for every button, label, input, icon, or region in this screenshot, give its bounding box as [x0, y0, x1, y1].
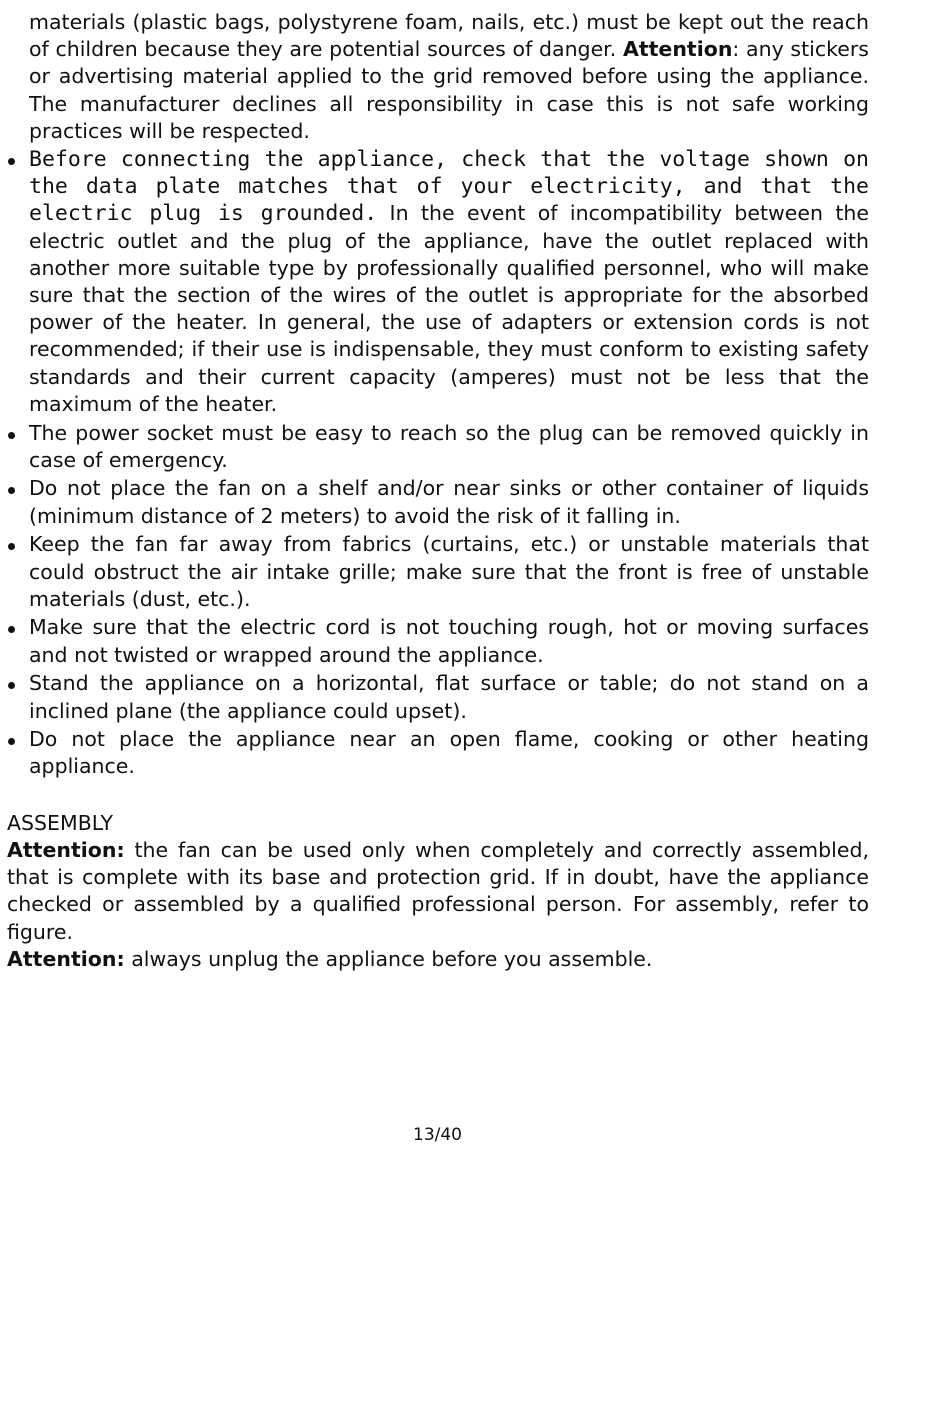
bullet-icon: [8, 487, 15, 494]
assembly-attention-text: the fan can be used only when completely and correctly assembled, that is complete with its base and protection grid. If in doubt, have the appliance checked or assembled by a qualified professional person. For assembly, refer to figure.: [7, 837, 869, 944]
bullet-icon: [8, 543, 15, 550]
attention-label: Attention:: [7, 837, 125, 862]
bullet-text: Keep the fan far away from fabrics (curtains, etc.) or unstable materials that could obstruct the air intake grille; make sure that the front is free of unstable materials (dust, etc.).: [29, 532, 869, 611]
bullet-icon: [8, 158, 15, 165]
bullet-text: Stand the appliance on a horizontal, flat surface or table; do not stand on a inclined plane (the appliance could upset).: [29, 671, 869, 723]
bullet-icon: [8, 432, 15, 439]
intro-text-1: materials (plastic bags, polystyrene foam, nails, etc.) must be kept out the reach of children because they are potential sources of danger.: [29, 10, 869, 62]
page-number: 13/40: [413, 1125, 462, 1145]
assembly-attention-paragraph: [7, 837, 869, 946]
bullet-text: Do not place the fan on a shelf and/or near sinks or other container of liquids (minimum distance of 2 meters) to avoid the risk of it falling in.: [29, 476, 869, 528]
bullet-icon: [8, 738, 15, 745]
bullet-item-power-socket: [7, 420, 869, 474]
bullet-item-open-flame: [7, 726, 869, 780]
bullet-text: In the event of incompatibility between the electric outlet and the plug of the appliance, have the outlet replaced with another more suitable type by professionally qualified personnel, who will make sure that the section of the wires of the outlet is appropriate for the absorbed power of the heater. In general, the use of adapters or extension cords is not recommended; if their use is indispensable, they must conform to existing safety standards and their current capacity (amperes) must not be less that the maximum of the heater.: [29, 201, 870, 416]
bullet-item-electric-cord: [7, 614, 869, 668]
bullet-item-shelf: [7, 475, 869, 529]
assembly-unplug-paragraph: [7, 946, 869, 973]
intro-text-2: : any stickers or advertising material applied to the grid removed before using the appliance. The manufacturer declines all responsibility in case this is not safe working practices will be respected.: [29, 37, 869, 143]
bullet-lead-text: Before connecting the appliance, check that the voltage shown on the data plate matches that of your electricity, and that the electric plug is grounded.: [29, 147, 869, 227]
bullet-icon: [8, 682, 15, 689]
bullet-text: Do not place the appliance near an open flame, cooking or other heating appliance.: [29, 727, 869, 779]
intro-paragraph: [29, 9, 869, 145]
bullet-icon: [8, 626, 15, 633]
bullet-text: The power socket must be easy to reach so the plug can be removed quickly in case of emergency.: [29, 420, 869, 472]
bullet-item-voltage: [7, 146, 869, 418]
page-content: [7, 9, 869, 973]
assembly-heading: ASSEMBLY: [7, 810, 113, 835]
bullet-item-fabrics: [7, 531, 869, 613]
bullet-item-horizontal-surface: [7, 670, 869, 724]
attention-label: Attention:: [7, 946, 125, 971]
safety-bullet-list: [7, 146, 869, 781]
bullet-text: Make sure that the electric cord is not touching rough, hot or moving surfaces and not twisted or wrapped around the appliance.: [29, 615, 869, 667]
attention-label: Attention: [622, 37, 733, 62]
assembly-unplug-text: always unplug the appliance before you assemble.: [124, 946, 653, 971]
